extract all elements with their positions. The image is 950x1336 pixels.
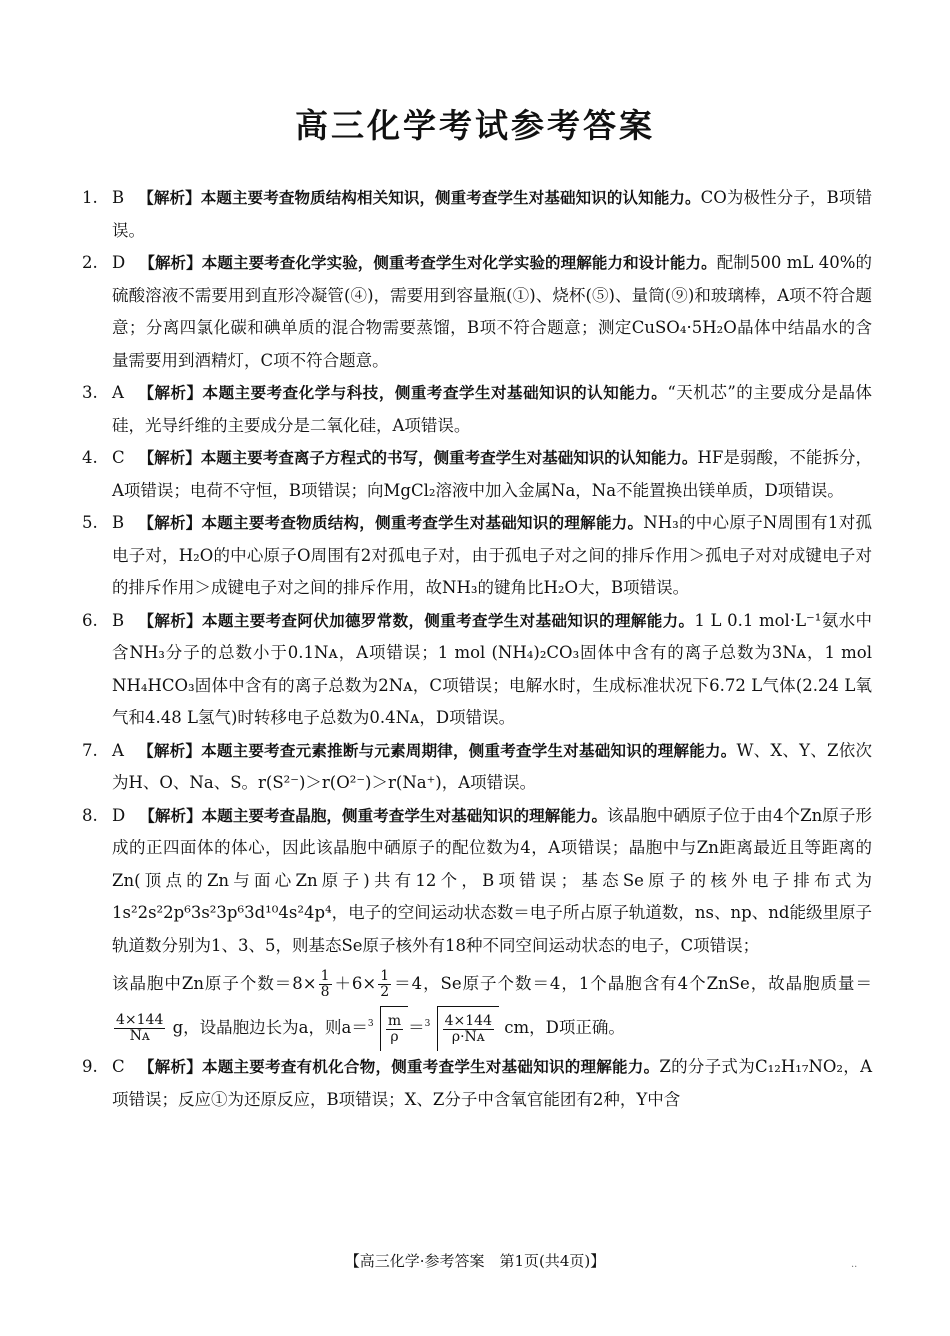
fraction-one-half bbox=[378, 969, 391, 1001]
page-footer: 【高三化学·参考答案 第1页(共4页)】 bbox=[344, 1252, 606, 1270]
analysis-heading: 【解析】本题主要考查有机化合物，侧重考查学生对基础知识的理解能力。 bbox=[138, 1058, 660, 1076]
analysis-heading: 【解析】本题主要考查化学与科技，侧重考查学生对基础知识的认知能力。 bbox=[137, 384, 668, 402]
analysis-text: “天机芯”的主要成分是晶体硅，光导纤维的主要成分是二氧化硅，A项错误。 bbox=[112, 383, 872, 435]
formula-text: ＝ bbox=[408, 1018, 425, 1037]
item-number: 4. bbox=[82, 448, 98, 467]
analysis-heading: 【解析】本题主要考查元素推断与元素周期律，侧重考查学生对基础知识的理解能力。 bbox=[137, 741, 737, 760]
formula-text: g，设晶胞边长为a，则a＝ bbox=[167, 1018, 368, 1037]
item-number: 2. bbox=[82, 253, 98, 272]
analysis-text: 该晶胞中硒原子位于由4个Zn原子形成的正四面体的体心，因此该晶胞中硒原子的配位数为4，A项错误；晶胞中与Zn距离最近且等距离的Zn(顶点的Zn与面心Zn原子)共有12个，B项错误；基态Se原子的核外电子排布式为1s²2s²2p⁶3s²3p⁶3d¹⁰4s²4p⁴，电子的空间运动状态数＝电子所占原子轨道数，ns、np、nd能级里原子轨道数分别为1、3、5，则基态Se原子核外有18种不同空间运动状态的电子，C项错误； bbox=[112, 805, 872, 955]
answer-letter: A bbox=[112, 383, 124, 402]
item-number: 5. bbox=[82, 513, 98, 532]
analysis-heading: 【解析】本题主要考查晶胞，侧重考查学生对基础知识的理解能力。 bbox=[139, 806, 608, 825]
numerator: 1 bbox=[380, 967, 390, 984]
item-number: 7. bbox=[82, 740, 98, 760]
answer-list bbox=[82, 182, 872, 1116]
analysis-text: W、X、Y、Z依次为H、O、Na、S。r(S²⁻)＞r(O²⁻)＞r(Na⁺)，A项错误。 bbox=[112, 740, 872, 792]
cube-root-edge bbox=[425, 1006, 499, 1051]
answer-item bbox=[82, 735, 872, 800]
analysis-text: CO为极性分子，B项错误。 bbox=[112, 188, 872, 240]
analysis-text: NH₃的中心原子N周围有1对孤电子对，H₂O的中心原子O周围有2对孤电子对，由于孤电子对之间的排斥作用＞孤电子对对成键电子对的排斥作用＞成键电子对之间的排斥作用，故NH₃的键角比H₂O大，B项错误。 bbox=[112, 513, 872, 597]
numerator: m bbox=[387, 1012, 402, 1029]
root-index: 3 bbox=[367, 1019, 374, 1029]
numerator: 4×144 bbox=[444, 1012, 492, 1029]
analysis-heading: 【解析】本题主要考查离子方程式的书写，侧重考查学生对基础知识的认知能力。 bbox=[138, 449, 698, 467]
analysis-heading: 【解析】本题主要考查化学实验，侧重考查学生对化学实验的理解能力和设计能力。 bbox=[139, 254, 717, 272]
analysis-text: Z的分子式为C₁₂H₁₇NO₂，A项错误；反应①为还原反应，B项错误；X、Z分子中含氧官能团有2种，Y中含 bbox=[112, 1057, 872, 1109]
formula-text: 该晶胞中Zn原子个数＝8× bbox=[112, 974, 317, 993]
analysis-heading: 【解析】本题主要考查阿伏加德罗常数，侧重考查学生对基础知识的理解能力。 bbox=[138, 611, 695, 630]
numerator: 1 bbox=[320, 967, 330, 984]
page-title: 高三化学考试参考答案 bbox=[295, 106, 655, 145]
formula-text: cm，D项正确。 bbox=[498, 1018, 625, 1037]
denominator: ρ·Nᴀ bbox=[451, 1029, 485, 1045]
answer-item bbox=[82, 800, 872, 1052]
denominator: 8 bbox=[320, 984, 330, 1000]
answer-letter: D bbox=[112, 253, 126, 272]
answer-item bbox=[82, 442, 872, 507]
denominator: 2 bbox=[380, 984, 390, 1000]
root-index: 3 bbox=[424, 1019, 431, 1029]
analysis-text: 配制500 mL 40%的硫酸溶液不需要用到直形冷凝管(④)，需要用到容量瓶(①)、烧杯(⑤)、量筒(⑨)和玻璃棒，A项不符合题意；分离四氯化碳和碘单质的混合物需要蒸馏，B项不符合题意；测定CuSO₄·5H₂O晶体中结晶水的含量需要用到酒精灯，C项不符合题意。 bbox=[112, 253, 872, 370]
footer-mark: ·· bbox=[851, 1262, 858, 1273]
denominator: ρ bbox=[390, 1029, 399, 1045]
answer-letter: D bbox=[112, 805, 126, 825]
answer-letter: B bbox=[112, 188, 125, 207]
fraction-one-eighth bbox=[319, 969, 332, 1001]
answer-letter: C bbox=[112, 448, 125, 467]
answer-item bbox=[82, 1051, 872, 1116]
answer-letter: B bbox=[112, 610, 125, 630]
item-number: 9. bbox=[82, 1057, 98, 1076]
item-number: 6. bbox=[82, 610, 98, 630]
item-number: 1. bbox=[82, 188, 98, 207]
analysis-text: HF是弱酸，不能拆分，A项错误；电荷不守恒，B项错误；向MgCl₂溶液中加入金属Na，Na不能置换出镁单质，D项错误。 bbox=[112, 448, 872, 500]
analysis-text: 1 L 0.1 mol·L⁻¹氨水中含NH₃分子的总数小于0.1Nᴀ，A项错误；1 mol (NH₄)₂CO₃固体中含有的离子总数为3Nᴀ，1 mol NH₄HCO₃固体中含有的离子总数为2Nᴀ，C项错误；电解水时，生成标准状况下6.72 L气体(2.24 L氧气和4.48 L氢气)时转移电子总数为0.4Nᴀ，D项错误。 bbox=[112, 610, 872, 727]
answer-letter: A bbox=[112, 740, 124, 760]
formula-paragraph bbox=[112, 962, 872, 1051]
answer-item bbox=[82, 507, 872, 605]
analysis-heading: 【解析】本题主要考查物质结构，侧重考查学生对基础知识的理解能力。 bbox=[138, 514, 644, 532]
fraction-cell-mass bbox=[114, 1013, 165, 1045]
formula-text: ＝4，Se原子个数＝4，1个晶胞含有4个ZnSe，故晶胞质量＝ bbox=[393, 974, 872, 993]
numerator: 4×144 bbox=[116, 1011, 164, 1028]
analysis-heading: 【解析】本题主要考查物质结构相关知识，侧重考查学生对基础知识的认知能力。 bbox=[138, 189, 701, 207]
item-number: 8. bbox=[82, 805, 98, 825]
answer-item bbox=[82, 377, 872, 442]
answer-item bbox=[82, 247, 872, 377]
cube-root-m-rho bbox=[368, 1006, 408, 1051]
answer-item bbox=[82, 182, 872, 247]
item-number: 3. bbox=[82, 383, 98, 402]
formula-text: ＋6× bbox=[333, 974, 377, 993]
denominator: Nᴀ bbox=[129, 1028, 150, 1044]
answer-letter: C bbox=[112, 1057, 125, 1076]
answer-item bbox=[82, 605, 872, 735]
answer-letter: B bbox=[112, 513, 125, 532]
